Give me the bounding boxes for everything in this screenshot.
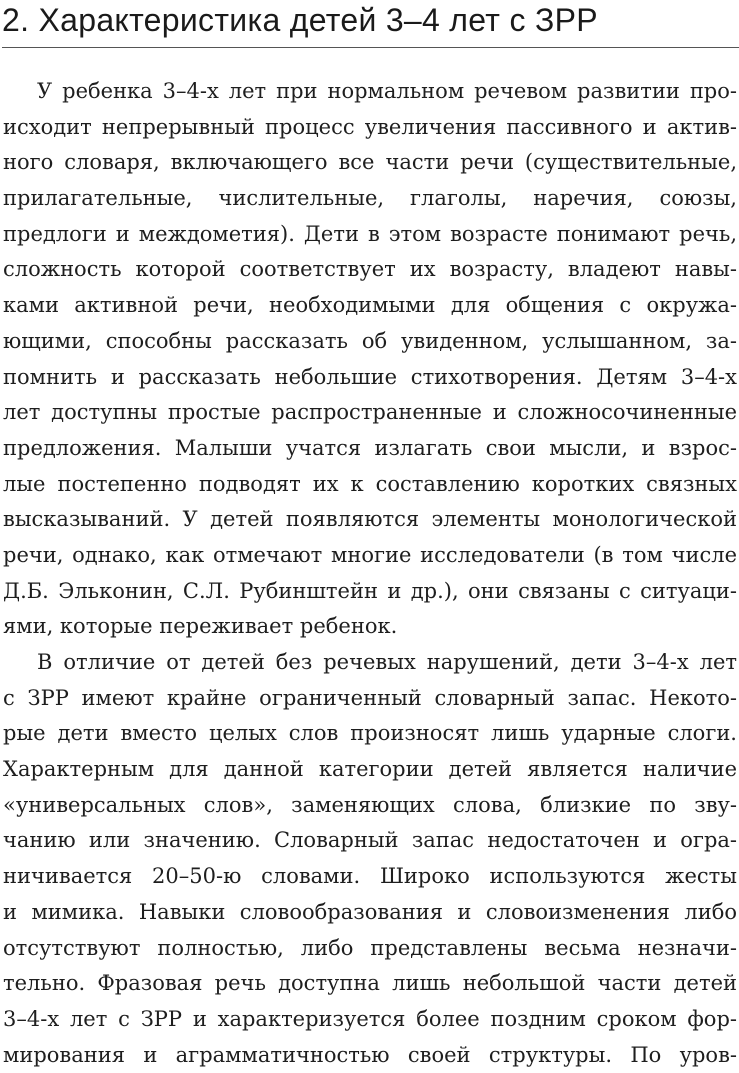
text-line: «универсальных слов», заменяющих слова, близкие по зву- (3, 792, 737, 817)
text-line: ничивается 20–50-ю словами. Широко используются жесты (3, 864, 737, 889)
text-line: прилагательные, числительные, глаголы, наречия, союзы, (3, 186, 737, 211)
text-line: чанию или значению. Словарный запас недостаточен и огра- (3, 828, 737, 853)
title-underline (2, 47, 739, 48)
text-line: рые дети вместо целых слов произносят лишь ударные слоги. (3, 721, 737, 746)
text-line: предложения. Малыши учатся излагать свои мысли, и взрос- (3, 435, 737, 460)
body-text (3, 74, 737, 1073)
text-line: ющими, способны рассказать об увиденном, услышанном, за- (3, 328, 737, 353)
text-line: речи, однако, как отмечают многие исследователи (в том числе (3, 542, 737, 567)
text-line: ками активной речи, необходимыми для общения с окружа- (3, 293, 737, 318)
text-line: 3–4-х лет с ЗРР и характеризуется более поздним сроком фор- (3, 1006, 737, 1031)
text-line: предлоги и междометия). Дети в этом возрасте понимают речь, (3, 221, 737, 246)
text-line: У ребенка 3–4-х лет при нормальном речевом развитии про- (37, 79, 737, 103)
text-line: сложность которой соответствует их возрасту, владеют навы- (3, 257, 737, 282)
text-line: Д.Б. Эльконин, С.Л. Рубинштейн и др.), они связаны с ситуаци- (3, 578, 737, 603)
text-line: ями, которые переживает ребенок. (3, 614, 398, 639)
text-line: В отличие от детей без речевых нарушений, дети 3–4-х лет (37, 650, 737, 674)
text-line: лет доступны простые распространенные и сложносочиненные (3, 400, 737, 425)
text-line: с ЗРР имеют крайне ограниченный словарный запас. Некото- (3, 685, 737, 710)
text-line: лые постепенно подводят их к составлению коротких связных (3, 471, 737, 496)
text-line: мирования и аграмматичностью своей структуры. По уров- (3, 1042, 737, 1067)
section-title: 2. Характеристика детей 3–4 лет с ЗРР (2, 2, 598, 38)
text-line: исходит непрерывный процесс увеличения пассивного и актив- (3, 114, 737, 139)
text-line: Характерным для данной категории детей является наличие (3, 757, 737, 782)
text-line: высказываний. У детей появляются элементы монологической (3, 507, 737, 532)
text-line: ного словаря, включающего все части речи (существительные, (3, 150, 737, 175)
paragraph (3, 74, 737, 645)
text-line: тельно. Фразовая речь доступна лишь небольшой части детей (3, 971, 737, 996)
text-line: и мимика. Навыки словообразования и словоизменения либо (3, 899, 737, 924)
text-line: отсутствуют полностью, либо представлены весьма незначи- (3, 935, 737, 960)
text-line: помнить и рассказать небольшие стихотворения. Детям 3–4-х (3, 364, 737, 389)
paragraph (3, 645, 737, 1073)
